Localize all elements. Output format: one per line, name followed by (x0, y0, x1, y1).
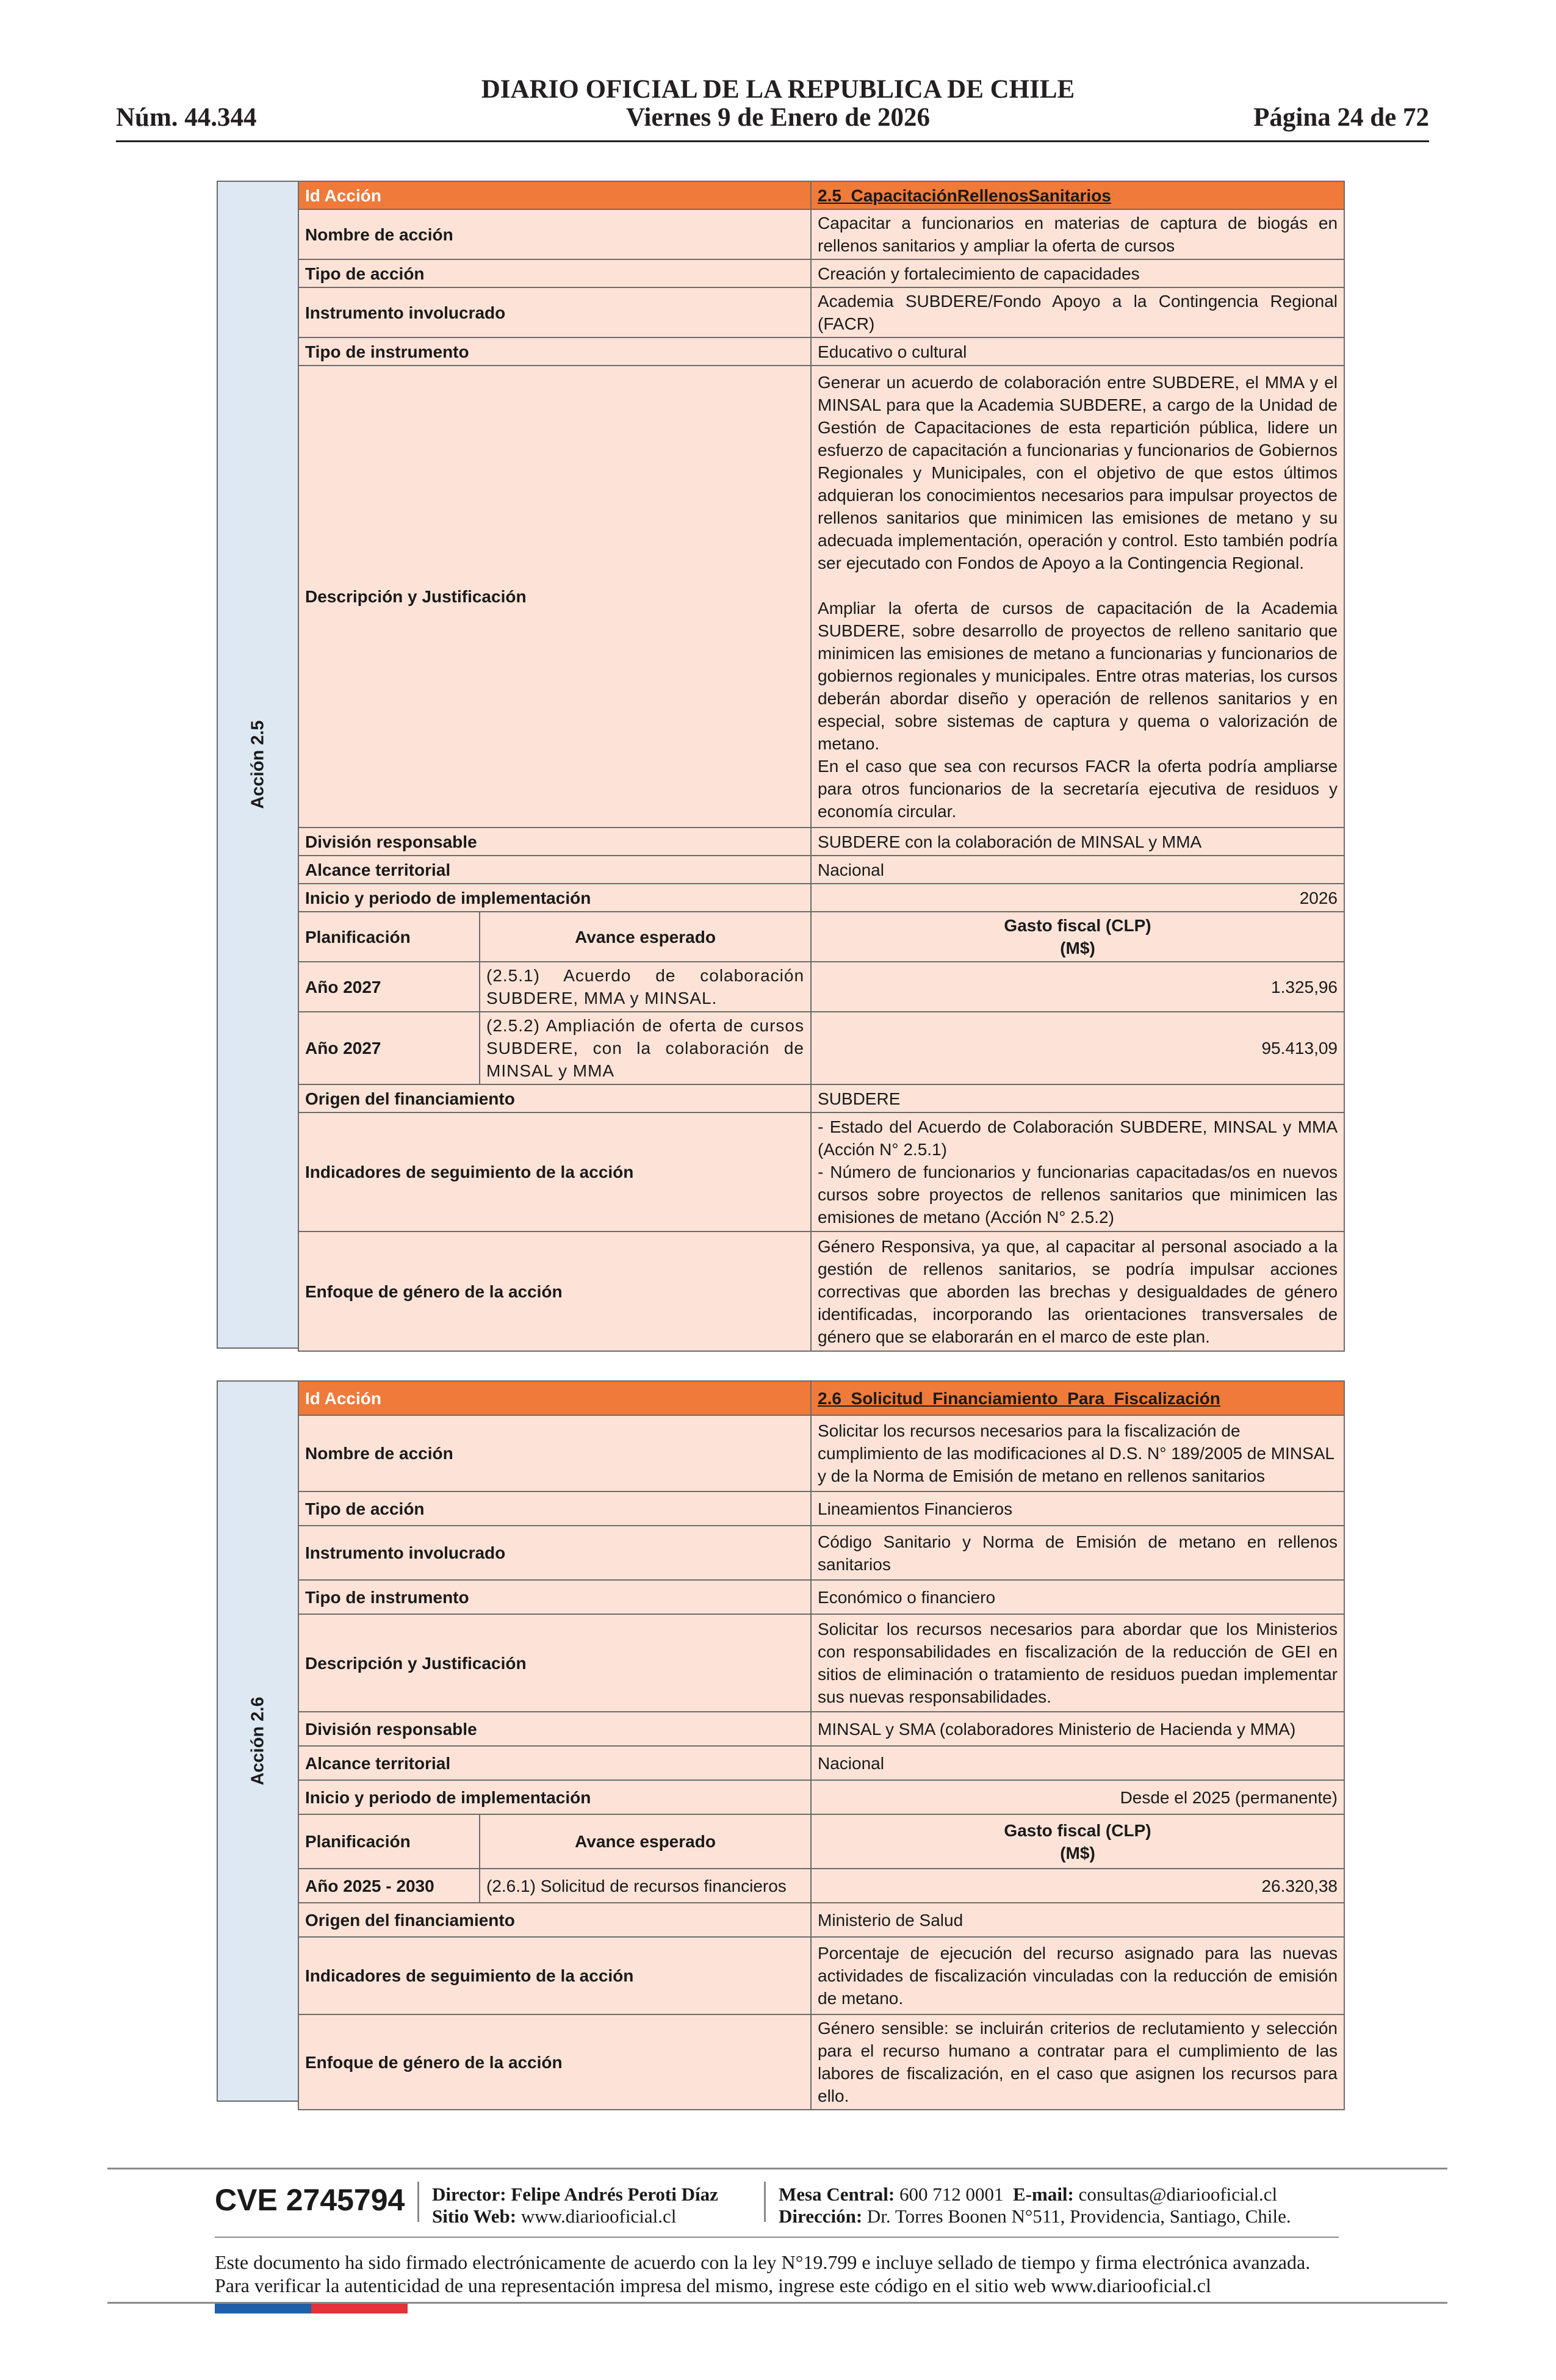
web-label: Sitio Web: (432, 2205, 517, 2227)
value-origen: SUBDERE (811, 1084, 1344, 1112)
label-inicio: Inicio y periodo de implementación (298, 884, 811, 912)
row-descripcion (298, 366, 1344, 828)
label-avance: Avance esperado (480, 912, 811, 962)
issue-date: Viernes 9 de Enero de 2026 (625, 103, 931, 132)
label-id: Id Acción (298, 1381, 811, 1415)
row-instrumento (298, 1526, 1344, 1580)
web-url[interactable]: www.diariooficial.cl (520, 2205, 677, 2227)
value-division: SUBDERE con la colaboración de MINSAL y MMA (811, 828, 1344, 856)
header-divider (116, 140, 1429, 142)
flag-stripe-blue (215, 2304, 311, 2313)
indicador-item: - Estado del Acuerdo de Colaboración SUBDERE, MINSAL y MMA (Acción N° 2.5.1) (818, 1117, 1338, 1159)
label-alcance: Alcance territorial (298, 856, 811, 884)
value-indicadores: Porcentaje de ejecución del recurso asignado para las nuevas actividades de fiscalización vinculadas con la reducción de emisión de metano. (811, 1937, 1344, 2014)
label-planificacion: Planificación (298, 912, 480, 962)
row-instrumento (298, 287, 1344, 337)
label-instrumento: Instrumento involucrado (298, 287, 811, 337)
row-alcance (298, 1746, 1344, 1780)
row-nombre (298, 1415, 1344, 1491)
label-tipo-accion: Tipo de acción (298, 259, 811, 287)
footer-separator (417, 2182, 419, 2222)
action-side-label-text: Acción 2.5 (248, 720, 267, 809)
footer-divider (215, 2237, 1339, 2238)
row-nombre (298, 209, 1344, 259)
value-enfoque: Género sensible: se incluirán criterios de reclutamiento y selección para el recurso humano a contratar para el cumplimiento de las labores de fiscalización, en el caso que asignen los recursos para ello. (811, 2014, 1344, 2110)
newspaper-title: DIARIO OFICIAL DE LA REPUBLICA DE CHILE (481, 75, 1075, 104)
row-division (298, 828, 1344, 856)
row-tipo-accion (298, 1491, 1344, 1526)
label-enfoque: Enfoque de género de la acción (298, 1231, 811, 1351)
director-name: Felipe Andrés Peroti Díaz (511, 2183, 718, 2205)
label-gasto-unit: (M$) (1060, 939, 1095, 957)
plan-gasto: 1.325,96 (811, 962, 1344, 1012)
value-tipo-instrumento: Económico o financiero (811, 1580, 1344, 1614)
value-nombre: Solicitar los recursos necesarios para la fiscalización de cumplimiento de las modificaciones al D.S. N° 189/2005 de MINSAL y de la Norma de Emisión de metano en rellenos sanitarios (811, 1415, 1344, 1491)
flag-stripe-red (311, 2304, 408, 2313)
row-alcance (298, 856, 1344, 884)
label-descripcion: Descripción y Justificación (298, 1614, 811, 1712)
label-id: Id Acción (298, 181, 811, 209)
value-tipo-accion: Creación y fortalecimiento de capacidades (811, 259, 1344, 287)
footer-divider (107, 2168, 1447, 2169)
label-gasto-title: Gasto fiscal (CLP) (1004, 1820, 1151, 1840)
label-gasto (811, 912, 1344, 962)
value-instrumento: Código Sanitario y Norma de Emisión de metano en rellenos sanitarios (811, 1526, 1344, 1580)
row-inicio (298, 1780, 1344, 1814)
value-inicio: Desde el 2025 (permanente) (811, 1780, 1344, 1814)
plan-gasto: 26.320,38 (811, 1869, 1344, 1903)
row-tipo-instrumento (298, 337, 1344, 366)
label-nombre: Nombre de acción (298, 1415, 811, 1491)
action-table-2-6 (217, 1380, 1344, 2105)
issue-number: Núm. 44.344 (116, 103, 257, 132)
row-indicadores (298, 1937, 1344, 2014)
label-division: División responsable (298, 828, 811, 856)
value-origen: Ministerio de Salud (811, 1903, 1344, 1937)
label-enfoque: Enfoque de género de la acción (298, 2014, 811, 2110)
label-tipo-instrumento: Tipo de instrumento (298, 1580, 811, 1614)
value-nombre: Capacitar a funcionarios en materias de captura de biogás en rellenos sanitarios y ampliar la oferta de cursos (811, 209, 1344, 259)
label-indicadores: Indicadores de seguimiento de la acción (298, 1937, 811, 2014)
label-gasto-title: Gasto fiscal (CLP) (1004, 916, 1151, 935)
plan-year: Año 2025 - 2030 (298, 1869, 480, 1903)
plan-avance: (2.6.1) Solicitud de recursos financieros (480, 1869, 811, 1903)
label-instrumento: Instrumento involucrado (298, 1526, 811, 1580)
row-id (298, 181, 1344, 209)
value-division: MINSAL y SMA (colaboradores Ministerio de Hacienda y MMA) (811, 1712, 1344, 1746)
value-tipo-accion: Lineamientos Financieros (811, 1491, 1344, 1526)
row-plan-header (298, 912, 1344, 962)
row-id (298, 1381, 1344, 1415)
indicador-item: - Número de funcionarios y funcionarias capacitadas/os en nuevos cursos sobre proyectos de rellenos sanitarios que minimicen las emisiones de metano (Acción N° 2.5.2) (818, 1163, 1338, 1227)
descripcion-paragraph-2: Ampliar la oferta de cursos de capacitación de la Academia SUBDERE, sobre desarrollo de proyectos de relleno sanitario que minimicen las emisiones de metano a funcionarias y funcionarios de gobiernos regionales y municipales. Entre otras materias, los cursos deberán abordar diseño y operación de rellenos sanitarios y en especial, sobre sistemas de captura y quema o valorización de metano. (818, 598, 1338, 753)
plan-gasto: 95.413,09 (811, 1012, 1344, 1084)
row-plan (298, 1012, 1344, 1084)
footer-contact-block (779, 2183, 1291, 2227)
row-tipo-instrumento (298, 1580, 1344, 1614)
value-alcance: Nacional (811, 1746, 1344, 1780)
row-inicio (298, 884, 1344, 912)
row-enfoque (298, 2014, 1344, 2110)
action-details-table (298, 1380, 1345, 2110)
row-origen (298, 1903, 1344, 1937)
value-inicio: 2026 (811, 884, 1344, 912)
label-descripcion: Descripción y Justificación (298, 366, 811, 828)
row-plan (298, 962, 1344, 1012)
label-gasto-unit: (M$) (1060, 1843, 1095, 1863)
direccion-text: Dr. Torres Boonen N°511, Providencia, Santiago, Chile. (866, 2205, 1291, 2227)
value-descripcion: Solicitar los recursos necesarios para abordar que los Ministerios con responsabilidades en fiscalización de la reducción de GEI en sitios de eliminación o tratamiento de residuos puedan implementar sus nuevas responsabilidades. (811, 1614, 1344, 1712)
descripcion-paragraph-3: En el caso que sea con recursos FACR la oferta podría ampliarse para otros funcionarios de la secretaría ejecutiva de residuos y economía circular. (818, 756, 1338, 821)
value-id: 2.6_Solicitud_Financiamiento_Para_Fiscalización (811, 1381, 1344, 1415)
label-alcance: Alcance territorial (298, 1746, 811, 1780)
plan-avance: (2.5.2) Ampliación de oferta de cursos SUBDERE, con la colaboración de MINSAL y MMA (480, 1012, 811, 1084)
label-indicadores: Indicadores de seguimiento de la acción (298, 1112, 811, 1231)
label-tipo-instrumento: Tipo de instrumento (298, 337, 811, 366)
footer-separator (764, 2182, 766, 2222)
value-instrumento: Academia SUBDERE/Fondo Apoyo a la Contingencia Regional (FACR) (811, 287, 1344, 337)
label-planificacion: Planificación (298, 1814, 480, 1869)
action-side-label (217, 1380, 299, 2102)
page-number: Página 24 de 72 (1253, 103, 1429, 132)
action-details-table (298, 181, 1345, 1352)
email-label: E-mail: (1013, 2183, 1074, 2205)
row-indicadores (298, 1112, 1344, 1231)
row-tipo-accion (298, 259, 1344, 287)
cve-code: CVE 2745794 (215, 2183, 405, 2217)
footer-director-block (432, 2183, 718, 2227)
value-descripcion (811, 366, 1344, 828)
descripcion-paragraph-1: Generar un acuerdo de colaboración entre SUBDERE, el MMA y el MINSAL para que la Academia SUBDERE, a cargo de la Unidad de Gestión de Capacitaciones de esta repartición pública, lidere un esfuerzo de capacitación a funcionarias y funcionarios de Gobiernos Regionales y Municipales, con el objetivo de que estos últimos adquieran los conocimientos necesarios para impulsar proyectos de rellenos sanitarios que minimicen las emisiones de metano y su adecuada implementación, operación y control. Esto también podría ser ejecutado con Fondos de Apoyo a la Contingencia Regional. (818, 372, 1338, 572)
plan-year: Año 2027 (298, 1012, 480, 1084)
signature-note: Este documento ha sido firmado electrónicamente de acuerdo con la ley N°19.799 e incluye sellado de tiempo y firma electrónica avanzada. Para verificar la autenticidad de una representación impresa del mismo, ingrese este código en el sitio web www.diariooficial.cl (215, 2251, 1311, 2296)
value-id: 2.5_CapacitaciónRellenosSanitarios (811, 181, 1344, 209)
row-division (298, 1712, 1344, 1746)
direccion-label: Dirección: (779, 2205, 863, 2227)
row-descripcion (298, 1614, 1344, 1712)
value-alcance: Nacional (811, 856, 1344, 884)
action-side-label-text: Acción 2.6 (248, 1697, 267, 1786)
label-gasto (811, 1814, 1344, 1869)
mesa-phone: 600 712 0001 (899, 2183, 1004, 2205)
label-tipo-accion: Tipo de acción (298, 1491, 811, 1526)
value-enfoque: Género Responsiva, ya que, al capacitar al personal asociado a la gestión de rellenos sanitarios, se podría impulsar acciones correctivas que aborden las brechas y desigualdades de género identificadas, incorporando las orientaciones transversales de género que se elaborarán en el marco de este plan. (811, 1231, 1344, 1351)
mesa-label: Mesa Central: (779, 2183, 895, 2205)
row-plan-header (298, 1814, 1344, 1869)
row-plan (298, 1869, 1344, 1903)
plan-year: Año 2027 (298, 962, 480, 1012)
plan-avance: (2.5.1) Acuerdo de colaboración SUBDERE, MMA y MINSAL. (480, 962, 811, 1012)
label-avance: Avance esperado (480, 1814, 811, 1869)
action-table-2-5 (217, 181, 1344, 1349)
label-division: División responsable (298, 1712, 811, 1746)
value-tipo-instrumento: Educativo o cultural (811, 337, 1344, 366)
row-origen (298, 1084, 1344, 1112)
value-indicadores (811, 1112, 1344, 1231)
row-enfoque (298, 1231, 1344, 1351)
label-nombre: Nombre de acción (298, 209, 811, 259)
action-side-label (217, 181, 299, 1349)
label-origen: Origen del financiamiento (298, 1903, 811, 1937)
director-label: Director: (432, 2183, 506, 2205)
email-address[interactable]: consultas@diariooficial.cl (1078, 2183, 1278, 2205)
label-inicio: Inicio y periodo de implementación (298, 1780, 811, 1814)
label-origen: Origen del financiamiento (298, 1084, 811, 1112)
